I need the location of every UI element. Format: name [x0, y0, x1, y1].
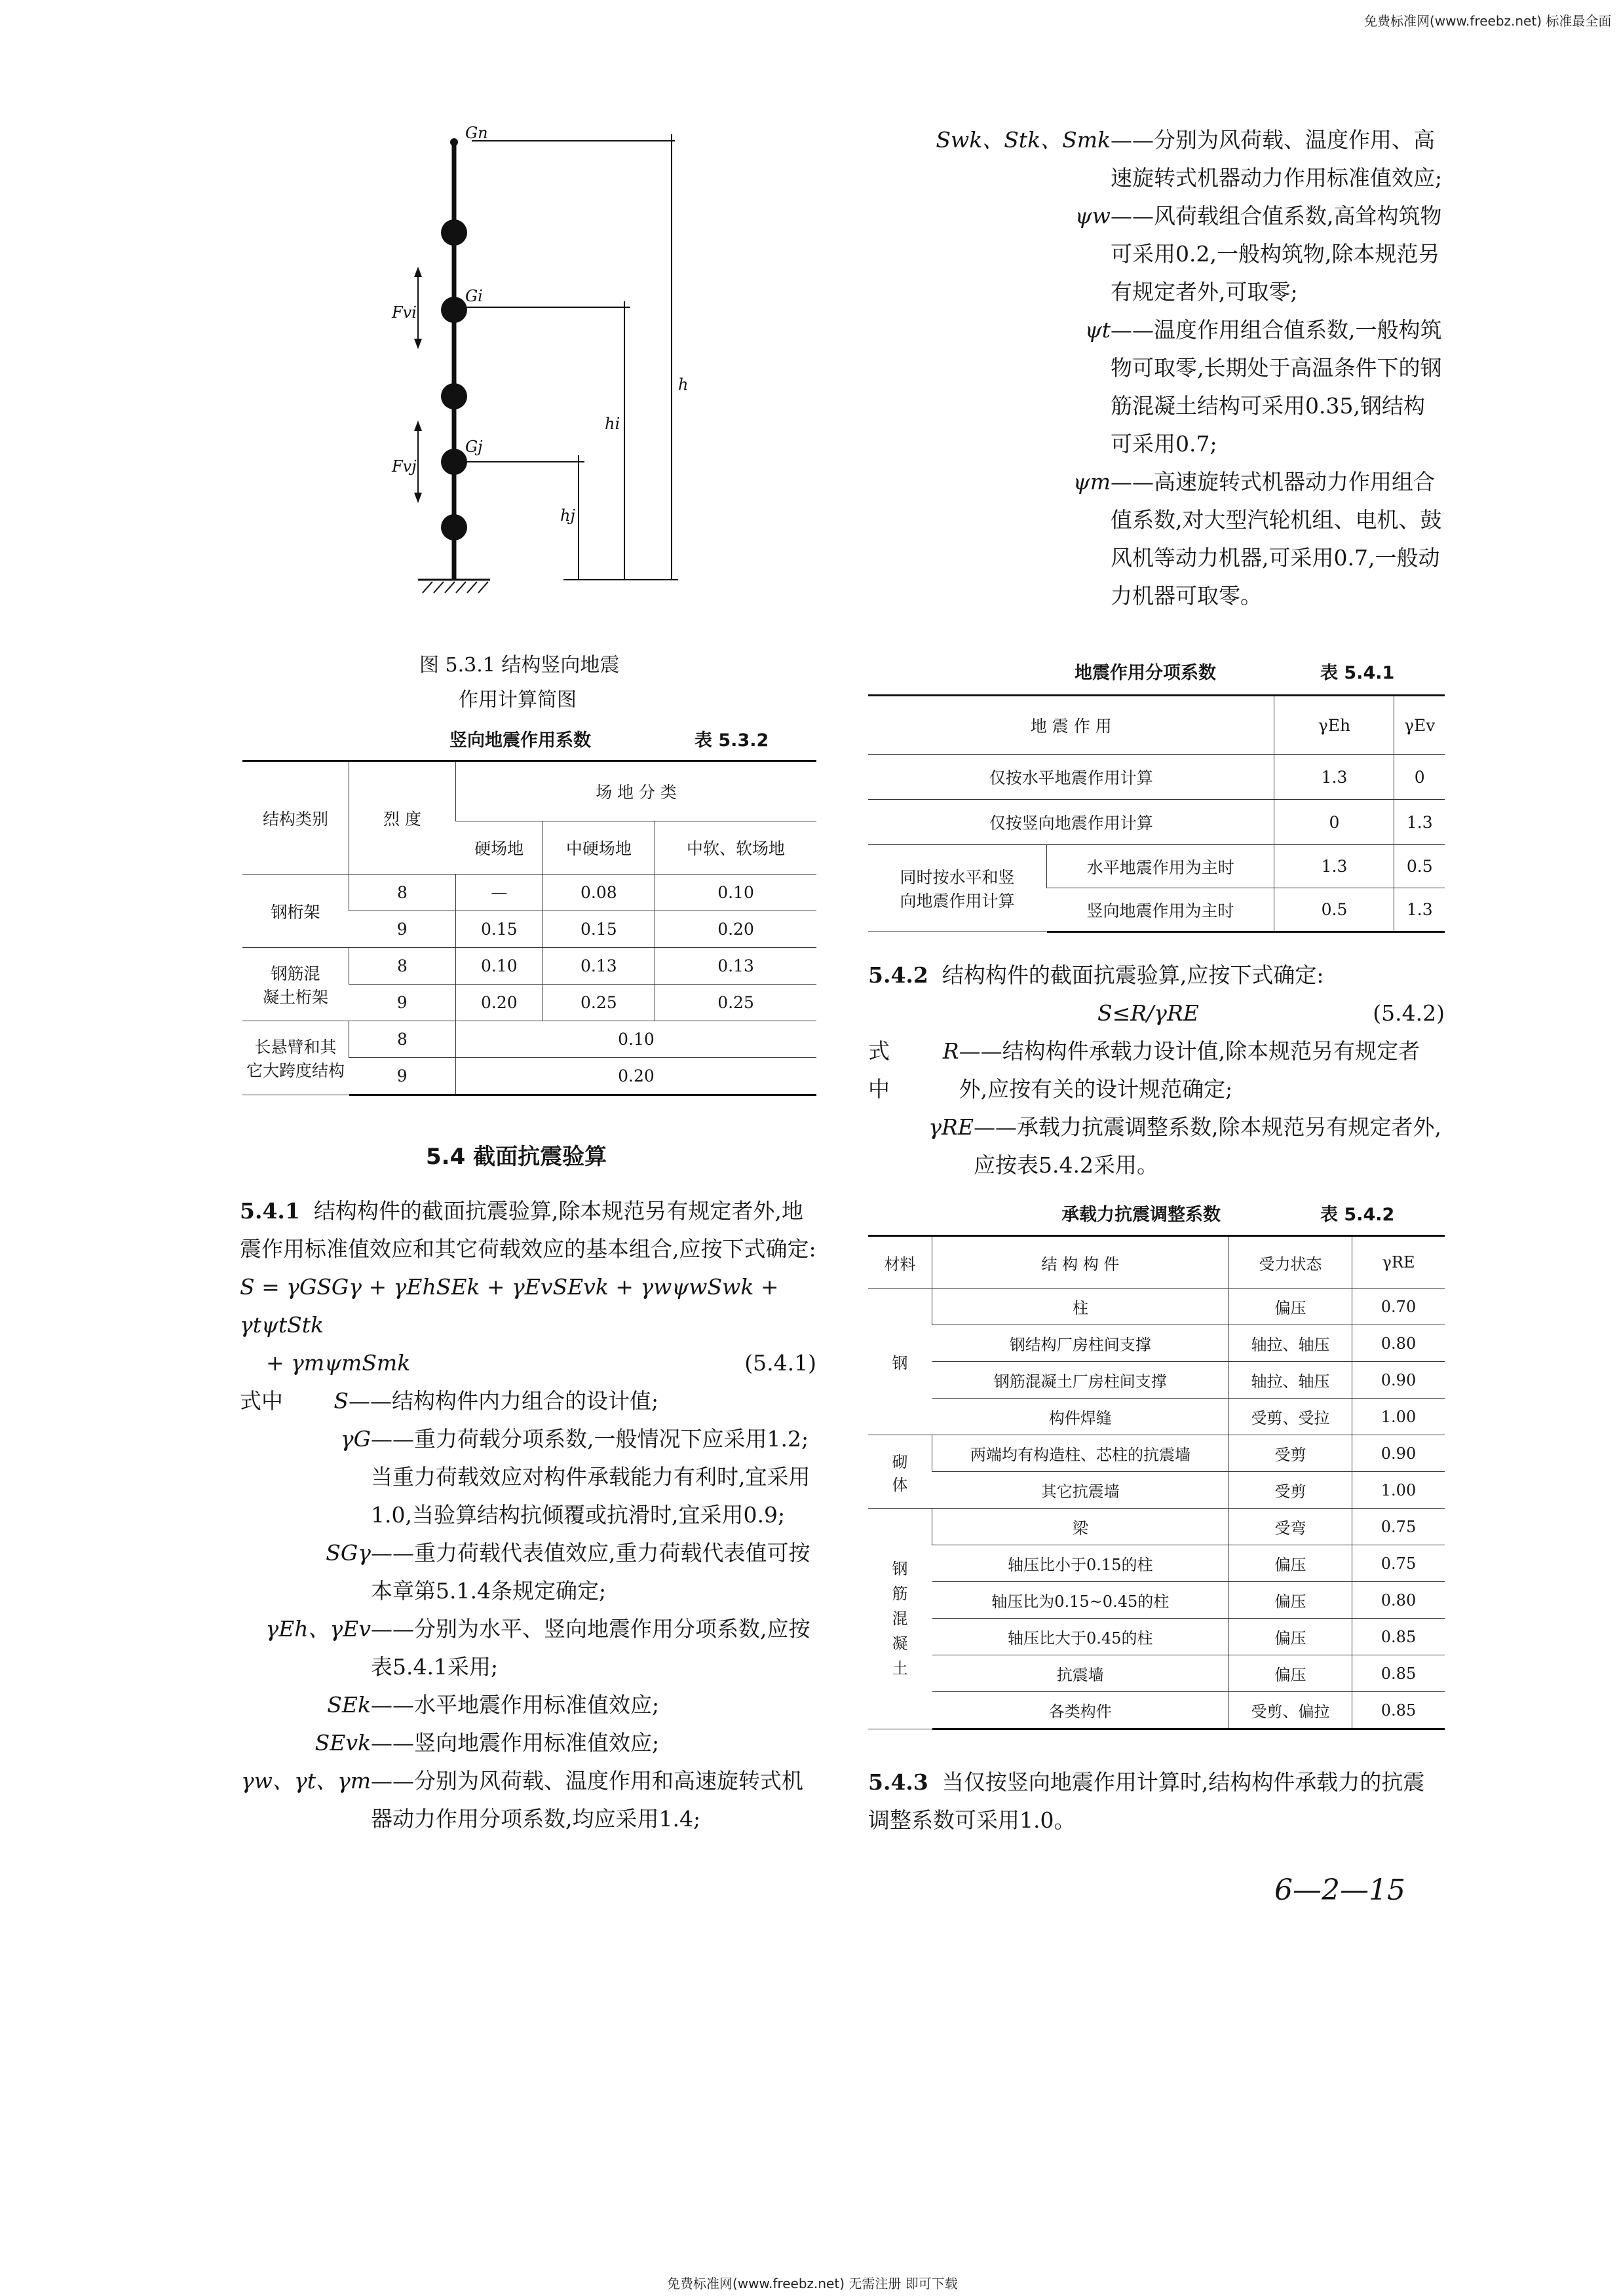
table-row	[868, 1655, 1445, 1692]
table-row	[868, 800, 1445, 845]
cell-text: 钢筋混	[271, 964, 320, 983]
clause-number: 5.4.2	[868, 962, 928, 988]
cell-text: 混	[892, 1609, 908, 1628]
table-row	[242, 948, 816, 985]
table-row	[868, 1472, 1445, 1509]
figure-caption-2: 作用计算简图	[459, 688, 577, 711]
definition-item	[868, 197, 1445, 311]
cell: 构件焊缝	[932, 1399, 1229, 1435]
cell: 竖向地震作用为主时	[1047, 888, 1274, 932]
cell-structure	[242, 948, 349, 1021]
definitions-542	[868, 1032, 1445, 1184]
table-row	[868, 1325, 1445, 1362]
table-row	[242, 1021, 816, 1058]
cell-text: 同时按水平和竖	[900, 868, 1015, 887]
cell: 轴压比为0.15~0.45的柱	[932, 1582, 1229, 1619]
label-hi: hi	[605, 415, 620, 433]
definition-item	[240, 1686, 816, 1724]
definition-item	[868, 121, 1445, 197]
cell: 8	[349, 948, 456, 985]
cell: 钢筋混凝土厂房柱间支撑	[932, 1362, 1229, 1399]
page-number: 6—2—15	[1274, 1873, 1405, 1907]
cell: 偏压	[1229, 1582, 1352, 1619]
table542-title: 承载力抗震调整系数	[1061, 1205, 1221, 1225]
equation-541-line1: S = γGSGγ + γEhSEk + γEvSEvk + γwψwSwk + γtψtStk	[240, 1274, 779, 1338]
cell: 0.70	[1352, 1289, 1445, 1325]
table-542	[868, 1235, 1445, 1730]
cell: 受剪	[1229, 1435, 1352, 1472]
cell: 0.85	[1352, 1655, 1445, 1692]
definition-symbol: R	[942, 1038, 959, 1064]
cell: 0	[1394, 755, 1445, 800]
definition-item	[240, 1534, 816, 1610]
equation-542-row	[868, 994, 1445, 1032]
equation-number: (5.4.2)	[1373, 1000, 1445, 1026]
cell: 仅按水平地震作用计算	[868, 755, 1274, 800]
clause-number: 5.4.1	[240, 1198, 300, 1224]
definition-symbol: SEvk	[314, 1730, 371, 1756]
th-hard: 硬场地	[456, 821, 543, 875]
th-material: 材料	[868, 1236, 932, 1289]
cell-text: 它大跨度结构	[246, 1061, 345, 1080]
cell: 1.00	[1352, 1472, 1445, 1509]
cell: 受剪、偏拉	[1229, 1692, 1352, 1729]
cell: 偏压	[1229, 1619, 1352, 1655]
structure-diagram	[387, 121, 727, 606]
clause-text: 结构构件的截面抗震验算,应按下式确定:	[942, 962, 1324, 988]
cell: 1.3	[1394, 800, 1445, 845]
cell: 0.10	[456, 948, 543, 985]
figure-caption-1: 图 5.3.1 结构竖向地震	[419, 654, 620, 677]
cell: 水平地震作用为主时	[1047, 845, 1274, 888]
cell: 0.85	[1352, 1692, 1445, 1729]
table541-number: 表 5.4.1	[1320, 663, 1395, 683]
table-row	[868, 1619, 1445, 1655]
cell: 0.20	[655, 911, 816, 948]
definition-item	[240, 1610, 816, 1686]
table-row	[868, 845, 1445, 888]
definition-symbol: Swk、Stk、Smk	[936, 127, 1111, 153]
cell-material	[868, 1509, 932, 1729]
cell-structure	[242, 1021, 349, 1095]
definition-text: ——温度作用组合值系数,一般构筑物可取零,长期处于高温条件下的钢筋混凝土结构可采用0.35,钢结构可采用0.7;	[1111, 317, 1442, 457]
definition-text: ——竖向地震作用标准值效应;	[371, 1730, 660, 1756]
table-row	[868, 755, 1445, 800]
definition-item	[868, 1032, 1445, 1108]
table-532	[242, 760, 816, 1096]
definition-symbol: ψw	[1075, 203, 1111, 229]
definition-text: ——风荷载组合值系数,高耸构筑物可采用0.2,一般构筑物,除本规范另有规定者外,可取零;	[1111, 203, 1442, 305]
equation-number: (5.4.1)	[744, 1350, 816, 1376]
cell: 受剪、受拉	[1229, 1399, 1352, 1435]
table-row	[868, 1509, 1445, 1545]
definition-symbol: γRE	[928, 1114, 974, 1140]
definition-item	[240, 1762, 816, 1838]
cell: 抗震墙	[932, 1655, 1229, 1692]
table-row	[868, 1582, 1445, 1619]
cell-text: 砌	[892, 1452, 908, 1471]
definition-item	[240, 1382, 816, 1420]
cell-text: 钢	[892, 1560, 908, 1578]
definition-item	[868, 463, 1445, 615]
th-intensity: 烈 度	[349, 761, 456, 875]
definition-symbol: γEh、γEv	[265, 1616, 371, 1642]
cell: 9	[349, 1058, 456, 1095]
table-row	[868, 1399, 1445, 1435]
cell: 0.25	[655, 985, 816, 1021]
equation-542: S≤R/γRE	[1097, 1000, 1199, 1026]
table-row	[868, 1692, 1445, 1729]
th-structure: 结构类别	[242, 761, 349, 875]
label-gn: Gn	[465, 124, 488, 142]
cell: 0.10	[655, 875, 816, 911]
cell-structure: 钢桁架	[242, 875, 349, 948]
cell: —	[456, 875, 543, 911]
definition-symbol: γw、γt、γm	[241, 1768, 371, 1794]
cell: 0.25	[543, 985, 655, 1021]
th-action: 地 震 作 用	[868, 696, 1274, 755]
definition-symbol: SEk	[327, 1692, 371, 1718]
definition-text: ——承载力抗震调整系数,除本规范另有规定者外,应按表5.4.2采用。	[974, 1114, 1441, 1178]
label-fvj: Fvj	[392, 457, 417, 476]
cell: 偏压	[1229, 1289, 1352, 1325]
table541-title: 地震作用分项系数	[1075, 663, 1216, 683]
cell-text: 凝土桁架	[262, 987, 328, 1007]
table-row	[868, 1362, 1445, 1399]
definitions-left	[240, 1382, 816, 1838]
cell-material	[868, 1435, 932, 1509]
definition-item	[868, 1108, 1445, 1184]
paragraph-542	[868, 956, 1445, 994]
th-stress: 受力状态	[1229, 1236, 1352, 1289]
definition-text: ——结构构件承载力设计值,除本规范另有规定者外,应按有关的设计规范确定;	[959, 1038, 1420, 1102]
cell: 0.90	[1352, 1362, 1445, 1399]
definition-text: ——高速旋转式机器动力作用组合值系数,对大型汽轮机组、电机、鼓风机等动力机器,可采用0.7,一般动力机器可取零。	[1111, 469, 1442, 609]
cell: 偏压	[1229, 1545, 1352, 1582]
th-medium-soft: 中软、软场地	[655, 821, 816, 875]
cell: 0.13	[655, 948, 816, 985]
cell: 钢结构厂房柱间支撑	[932, 1325, 1229, 1362]
table-row	[242, 875, 816, 911]
definition-text: ——重力荷载分项系数,一般情况下应采用1.2;当重力荷载效应对构件承载能力有利时,宜采用1.0,当验算结构抗倾覆或抗滑时,宜采用0.9;	[371, 1426, 810, 1528]
cell: 两端均有构造柱、芯柱的抗震墙	[932, 1435, 1229, 1472]
cell-text: 筋	[892, 1585, 908, 1603]
definition-text: ——水平地震作用标准值效应;	[371, 1692, 660, 1718]
cell-text: 向地震作用计算	[900, 892, 1015, 911]
label-fvi: Fvi	[392, 303, 417, 322]
cell: 0.75	[1352, 1509, 1445, 1545]
cell: 0.15	[456, 911, 543, 948]
cell: 9	[349, 985, 456, 1021]
table542-number: 表 5.4.2	[1320, 1205, 1395, 1225]
watermark-top: 免费标准网(www.freebz.net) 标准最全面	[1364, 13, 1612, 29]
th-gamma-re: γRE	[1352, 1236, 1445, 1289]
label-hj: hj	[560, 506, 575, 525]
label-h: h	[678, 375, 689, 394]
cell: 0.13	[543, 948, 655, 985]
cell: 8	[349, 1021, 456, 1058]
equation-541-line2-row	[240, 1344, 816, 1382]
definition-symbol: γG	[340, 1426, 371, 1452]
cell: 各类构件	[932, 1692, 1229, 1729]
cell: 1.00	[1352, 1399, 1445, 1435]
cell-group	[868, 845, 1047, 932]
cell: 轴压比小于0.15的柱	[932, 1545, 1229, 1582]
th-gamma-ev: γEv	[1394, 696, 1445, 755]
cell: 受剪	[1229, 1472, 1352, 1509]
watermark-bottom: 免费标准网(www.freebz.net) 无需注册 即可下载	[667, 2276, 958, 2291]
definition-item	[240, 1724, 816, 1762]
cell: 仅按竖向地震作用计算	[868, 800, 1274, 845]
cell: 0.85	[1352, 1619, 1445, 1655]
definition-text: ——分别为风荷载、温度作用和高速旋转式机器动力作用分项系数,均应采用1.4;	[371, 1768, 803, 1832]
clause-text: 当仅按竖向地震作用计算时,结构构件承载力的抗震调整系数可采用1.0。	[868, 1769, 1425, 1833]
table532-title: 竖向地震作用系数	[449, 730, 591, 751]
cell: 0.08	[543, 875, 655, 911]
where-label: 式中	[868, 1038, 890, 1102]
cell: 轴拉、轴压	[1229, 1325, 1352, 1362]
th-gamma-eh: γEh	[1274, 696, 1394, 755]
cell: 0.10	[456, 1021, 817, 1058]
cell: 0.90	[1352, 1435, 1445, 1472]
paragraph-543	[868, 1763, 1445, 1839]
cell: 梁	[932, 1509, 1229, 1545]
cell: 9	[349, 911, 456, 948]
label-gi: Gi	[465, 287, 483, 305]
cell: 轴压比大于0.45的柱	[932, 1619, 1229, 1655]
cell: 柱	[932, 1289, 1229, 1325]
cell: 其它抗震墙	[932, 1472, 1229, 1509]
table532-number: 表 5.3.2	[695, 730, 769, 751]
clause-number: 5.4.3	[868, 1769, 928, 1795]
definition-symbol: ψt	[1084, 317, 1111, 343]
definition-item	[868, 311, 1445, 463]
table-541	[868, 694, 1445, 933]
definitions-right	[868, 121, 1445, 615]
cell: 0	[1274, 800, 1394, 845]
cell: 受弯	[1229, 1509, 1352, 1545]
where-label: 式中	[240, 1388, 283, 1414]
table-row	[868, 1435, 1445, 1472]
table-row	[868, 1545, 1445, 1582]
cell: 0.15	[543, 911, 655, 948]
definition-item	[240, 1420, 816, 1534]
section-543	[868, 1763, 1445, 1839]
definition-text: ——重力荷载代表值效应,重力荷载代表值可按本章第5.1.4条规定确定;	[371, 1540, 810, 1604]
definition-symbol: ψm	[1073, 469, 1111, 495]
cell: 0.80	[1352, 1582, 1445, 1619]
table-row	[868, 1289, 1445, 1325]
section-heading-54: 5.4 截面抗震验算	[426, 1144, 607, 1170]
section-541	[240, 1192, 816, 1838]
th-member: 结 构 构 件	[932, 1236, 1229, 1289]
clause-text: 结构构件的截面抗震验算,除本规范另有规定者外,地震作用标准值效应和其它荷载效应的基本组合,应按下式确定:	[240, 1198, 816, 1262]
definition-text: ——分别为水平、竖向地震作用分项系数,应按表5.4.1采用;	[371, 1616, 810, 1680]
cell: 偏压	[1229, 1655, 1352, 1692]
cell: 0.20	[456, 1058, 817, 1095]
cell: 8	[349, 875, 456, 911]
cell: 0.80	[1352, 1325, 1445, 1362]
cell: 0.20	[456, 985, 543, 1021]
paragraph-541	[240, 1192, 816, 1268]
cell-text: 土	[892, 1659, 908, 1678]
cell-text: 长悬臂和其	[254, 1038, 337, 1057]
label-gj: Gj	[465, 438, 483, 456]
cell: 1.3	[1274, 755, 1394, 800]
cell: 1.3	[1274, 845, 1394, 888]
th-site: 场 地 分 类	[456, 761, 817, 821]
definition-text: ——结构构件内力组合的设计值;	[349, 1388, 659, 1414]
section-542	[868, 956, 1445, 1184]
cell: 1.3	[1394, 888, 1445, 932]
definition-symbol: S	[333, 1388, 349, 1414]
cell-text: 凝	[892, 1634, 908, 1653]
definition-symbol: SGγ	[326, 1540, 371, 1566]
cell: 0.5	[1394, 845, 1445, 888]
cell-material: 钢	[868, 1289, 932, 1435]
cell: 轴拉、轴压	[1229, 1362, 1352, 1399]
th-medium-hard: 中硬场地	[543, 821, 655, 875]
definition-text: ——分别为风荷载、温度作用、高速旋转式机器动力作用标准值效应;	[1111, 127, 1443, 191]
cell-text: 体	[892, 1475, 908, 1494]
cell: 0.75	[1352, 1545, 1445, 1582]
equation-541-line2: + γmψmSmk	[266, 1350, 411, 1376]
cell: 0.5	[1274, 888, 1394, 932]
